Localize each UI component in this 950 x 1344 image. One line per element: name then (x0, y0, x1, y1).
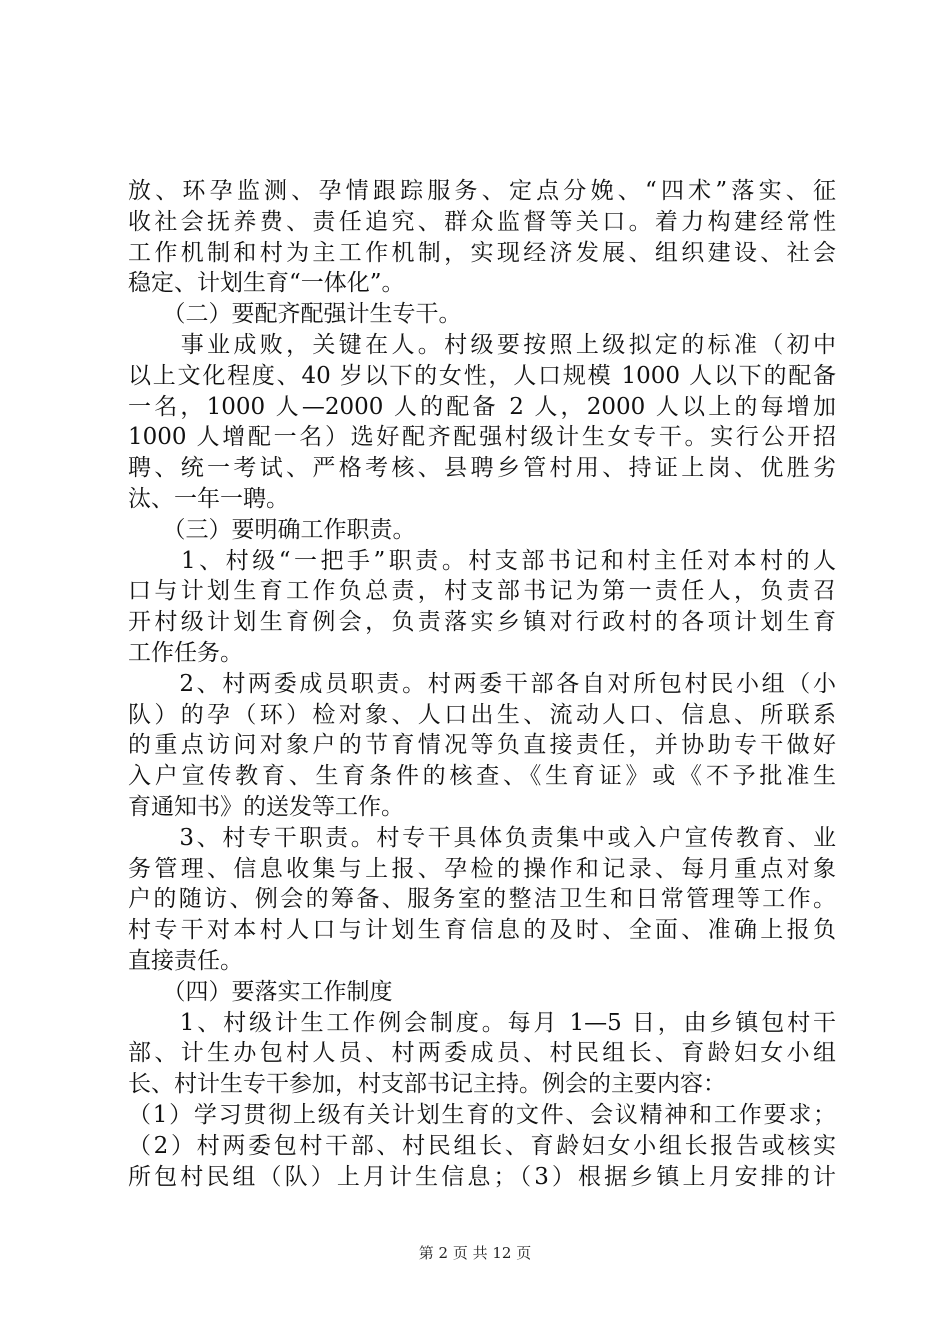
text-line: 放、环孕监测、孕情跟踪服务、定点分娩、“四术”落实、征 (128, 178, 836, 204)
text-line: （三）要明确工作职责。 (128, 516, 416, 543)
text-line: （1）学习贯彻上级有关计划生育的文件、会议精神和工作要求； (128, 1101, 836, 1128)
text-line: 务管理、信息收集与上报、孕检的操作和记录、每月重点对象 (128, 855, 836, 882)
text-line: 一名，1000 人—2000 人的配备 2 人，2000 人以上的每增加 (128, 393, 836, 420)
text-line: 口与计划生育工作负总责，村支部书记为第一责任人，负责召 (128, 578, 836, 605)
text-line: 以上文化程度、40 岁以下的女性，人口规模 1000 人以下的配备 (128, 362, 836, 389)
text-line: 村专干对本村人口与计划生育信息的及时、全面、准确上报负 (128, 917, 836, 944)
text-line: 所包村民组（队）上月计生信息；（3）根据乡镇上月安排的计 (128, 1163, 836, 1190)
text-line: 3、村专干职责。村专干具体负责集中或入户宣传教育、业 (128, 824, 836, 851)
text-line: 长、村计生专干参加，村支部书记主持。例会的主要内容： (128, 1071, 726, 1098)
text-line: 稳定、计划生育“一体化”。 (128, 270, 405, 297)
text-line: 1、村级“一把手”职责。村支部书记和村主任对本村的人 (128, 547, 836, 574)
text-line: 部、计生办包村人员、村两委成员、村民组长、育龄妇女小组 (128, 1040, 836, 1067)
text-line: 直接责任。 (128, 947, 243, 974)
text-line: （2）村两委包村干部、村民组长、育龄妇女小组长报告或核实 (128, 1132, 836, 1159)
text-line: 事业成败，关键在人。村级要按照上级拟定的标准（初中 (128, 331, 836, 358)
text-line: 2、村两委成员职责。村两委干部各自对所包村民小组（小 (128, 670, 836, 697)
text-line: （四）要落实工作制度 (128, 978, 393, 1005)
text-line: 工作机制和村为主工作机制，实现经济发展、组织建设、社会 (128, 239, 836, 266)
text-line: 入户宣传教育、生育条件的核查、《生育证》或《不予批准生 (128, 763, 836, 790)
text-line: 工作任务。 (128, 639, 243, 666)
text-line: （二）要配齐配强计生专干。 (128, 301, 462, 328)
document-body (128, 176, 836, 1192)
text-line: 1000 人增配一名）选好配齐配强村级计生女专干。实行公开招 (128, 424, 836, 451)
text-line: 育通知书》的送发等工作。 (128, 793, 404, 820)
text-line: 的重点访问对象户的节育情况等负直接责任，并协助专干做好 (128, 732, 836, 759)
text-line: 收社会抚养费、责任追究、群众监督等关口。着力构建经常性 (128, 208, 836, 235)
text-line: 户的随访、例会的筹备、服务室的整洁卫生和日常管理等工作。 (128, 886, 836, 913)
text-line: 汰、一年一聘。 (128, 485, 289, 512)
text-line: 1、村级计生工作例会制度。每月 1—5 日，由乡镇包村干 (128, 1009, 836, 1036)
text-line: 队）的孕（环）检对象、人口出生、流动人口、信息、所联系 (128, 701, 836, 728)
text-line: 开村级计划生育例会，负责落实乡镇对行政村的各项计划生育 (128, 609, 836, 636)
text-line: 聘、统一考试、严格考核、县聘乡管村用、持证上岗、优胜劣 (128, 455, 836, 482)
page-footer: 第 2 页 共 12 页 (418, 1244, 532, 1262)
